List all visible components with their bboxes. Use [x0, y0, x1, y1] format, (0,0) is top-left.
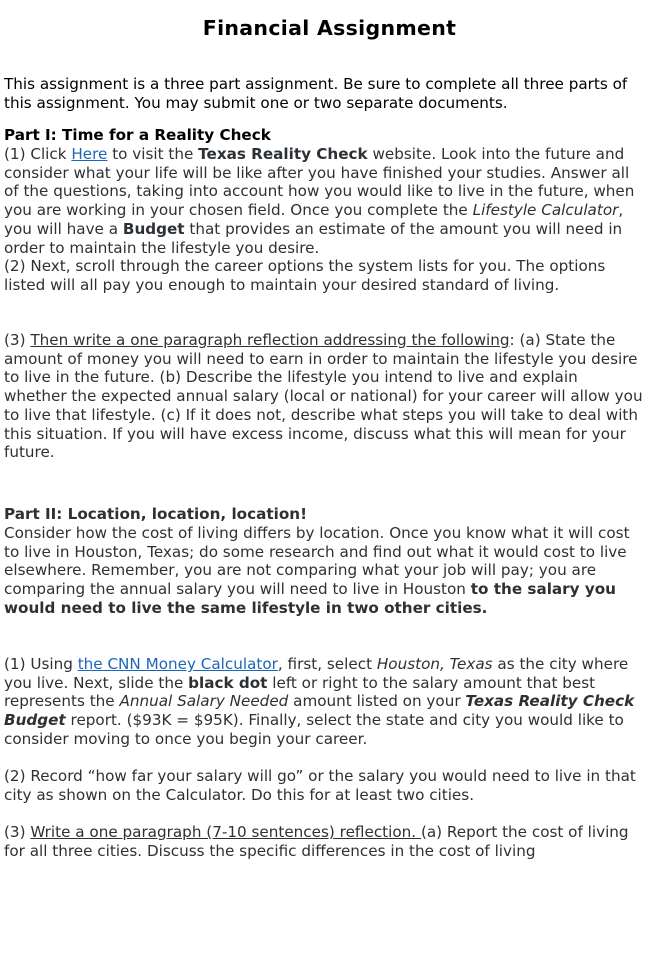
- part2-step3: [4, 823, 644, 860]
- part2-step1-text: , first, select: [277, 655, 377, 673]
- lifestyle-calculator-italic: Lifestyle Calculator: [472, 201, 619, 220]
- part2-step2: (2) Record “how far your salary will go” or the salary you would need to live in that city as shown on the Calculator. Do this for at least two cities.: [4, 767, 636, 804]
- black-dot-bold: black dot: [188, 673, 268, 692]
- annual-salary-needed-italic: Annual Salary Needed: [119, 692, 289, 711]
- reality-check-budget-bold-italic: Texas Reality Check Budget: [4, 692, 635, 730]
- part2-step3-prefix: (3): [4, 823, 31, 841]
- part1-heading: Part I: Time for a Reality Check: [4, 126, 271, 144]
- part2-step3-underlined: Write a one paragraph (7-10 sentences) reflection.: [30, 823, 421, 841]
- reality-check-link[interactable]: Here: [71, 145, 108, 163]
- part2-heading: Part II: Location, location, location!: [4, 505, 307, 523]
- document-title: Financial Assignment: [202, 16, 457, 40]
- part1-step1-text: website. Look into the future and consider what your life will be like after you have finished your studies. Answer all of the questions, taking into account how you would like to live in the future, when you are working in your chosen field. Once you complete the: [4, 145, 635, 220]
- part2-step1-text: left or right to the salary amount that best represents the: [4, 673, 596, 711]
- part2-step1-text: amount listed on your: [288, 692, 466, 711]
- part1-step1-text: , you will have a: [4, 201, 624, 238]
- part1-step3-rest: : (a) State the amount of money you will need to earn in order to maintain the lifestyle you desire to live in the future. (b) Describe the lifestyle you intend to live and explain whether the expected annual salary (local or national) for your career will allow you to live that lifestyle. (c) If it does not, describe what steps you will take to deal with this situation. If you will have excess income, discuss what this will mean for your future.: [4, 331, 643, 462]
- houston-texas-italic: Houston, Texas: [376, 655, 493, 673]
- part2-intro: [4, 524, 644, 618]
- part2-step1: [4, 655, 644, 749]
- part1-step3-underlined: Then write a one paragraph reflection addressing the following: [30, 331, 510, 349]
- part2-step1-prefix: (1) Using: [4, 655, 78, 673]
- part2-step3-rest: (a) Report the cost of living for all three cities. Discuss the specific differences in the cost of living: [4, 823, 629, 860]
- part1-step1-text: to visit the: [107, 145, 199, 163]
- part1-step1-prefix: (1) Click: [4, 145, 72, 163]
- part2-intro-bold: to the salary you would need to live the same lifestyle in two other cities.: [4, 580, 616, 617]
- part2-intro-text: Consider how the cost of living differs by location. Once you know what it will cost to live in Houston, Texas; do some research and find out what it would cost to live elsewhere. Remember, you are not comparing what your job will pay; you are comparing the annual salary you will need to live in Houston: [4, 524, 630, 599]
- part1-steps: [4, 145, 644, 295]
- cnn-money-calculator-link[interactable]: the CNN Money Calculator: [77, 655, 278, 673]
- part1-step2: (2) Next, scroll through the career options the system lists for you. The options listed will all pay you enough to maintain your desired standard of living.: [4, 257, 606, 294]
- part1-step3-prefix: (3): [4, 331, 31, 349]
- part1-step1-text: that provides an estimate of the amount you will need in order to maintain the lifestyle you desire.: [4, 219, 623, 257]
- budget-bold: Budget: [122, 219, 185, 238]
- part2-step1-text: report. ($93K = $95K). Finally, select the state and city you would like to consider moving to once you begin your career.: [4, 711, 624, 748]
- part1-step3: [4, 331, 644, 462]
- texas-reality-check-bold: Texas Reality Check: [198, 145, 368, 163]
- part2-step1-text: as the city where you live. Next, slide the: [4, 655, 629, 692]
- intro-paragraph: This assignment is a three part assignment. Be sure to complete all three parts of this assignment. You may submit one or two separate documents.: [4, 75, 628, 112]
